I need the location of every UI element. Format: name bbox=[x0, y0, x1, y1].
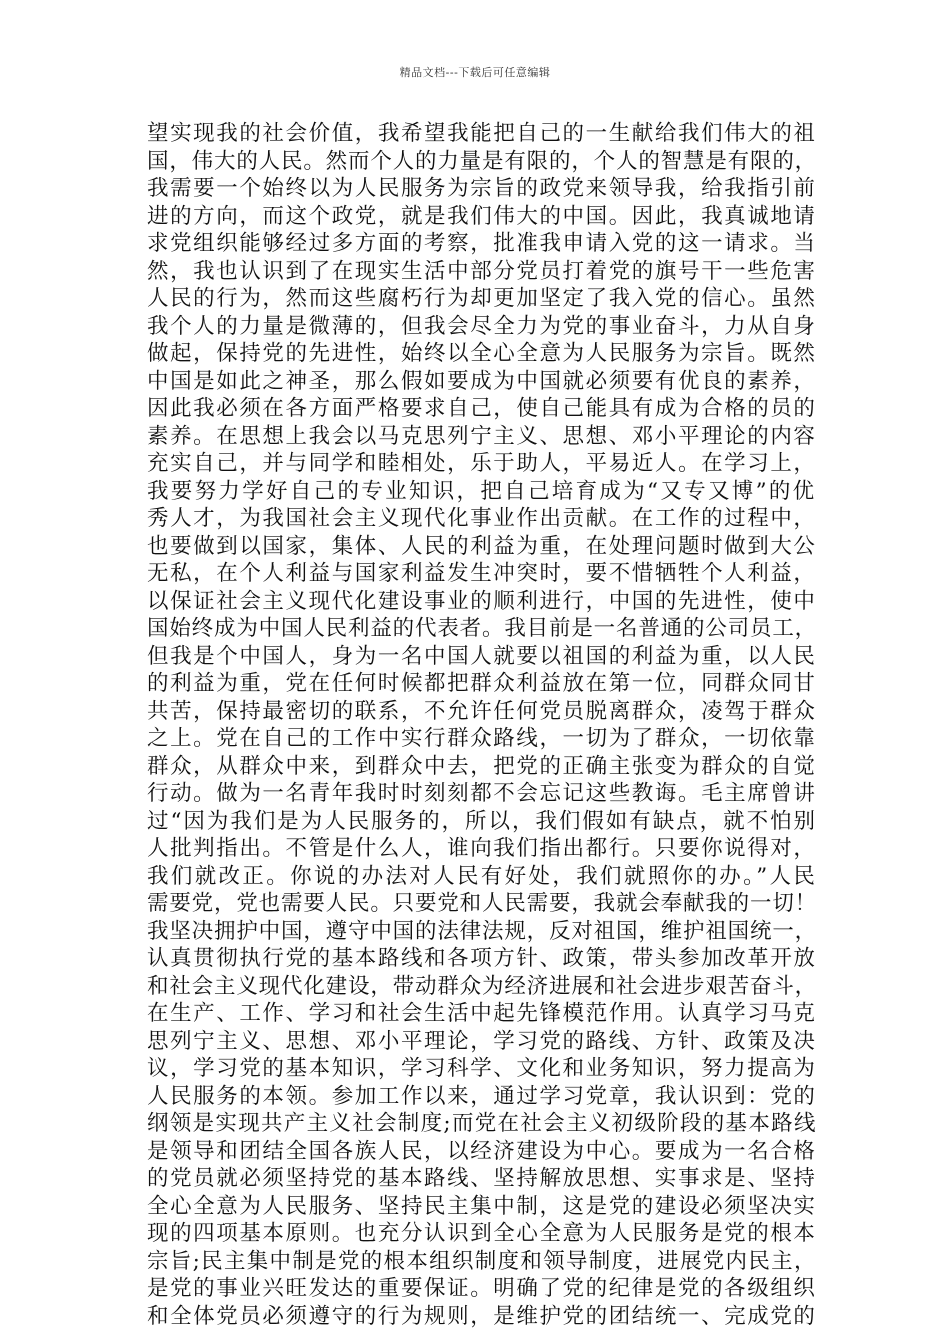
text-line: 现的四项基本原则。也充分认识到全心全意为人民服务是党的根本 bbox=[147, 1221, 817, 1246]
text-line: 行动。做为一名青年我时时刻刻都不会忘记这些教诲。毛主席曾讲 bbox=[147, 781, 817, 806]
text-line: 进的方向，而这个政党，就是我们伟大的中国。因此，我真诚地请 bbox=[147, 203, 817, 229]
text-line: 因此我必须在各方面严格要求自己，使自己能具有成为合格的员的 bbox=[147, 396, 817, 421]
text-line: 求党组织能够经过多方面的考察，批准我申请入党的这一请求。当 bbox=[147, 231, 817, 256]
text-line: 我需要一个始终以为人民服务为宗旨的政党来领导我，给我指引前 bbox=[147, 176, 817, 201]
text-line: 充实自己，并与同学和睦相处，乐于助人，平易近人。在学习上， bbox=[147, 451, 817, 476]
body-text bbox=[147, 120, 817, 1330]
text-line: 宗旨;民主集中制是党的根本组织制度和领导制度，进展党内民主， bbox=[147, 1248, 817, 1274]
text-line: 在生产、工作、学习和社会生活中起先锋模范作用。认真学习马克 bbox=[147, 1001, 817, 1026]
text-line: 之上。党在自己的工作中实行群众路线，一切为了群众，一切依靠 bbox=[147, 726, 817, 751]
text-line: 共苦，保持最密切的联系，不允许任何党员脱离群众，凌驾于群众 bbox=[147, 698, 817, 724]
text-line: 议，学习党的基本知识，学习科学、文化和业务知识，努力提高为 bbox=[147, 1056, 817, 1081]
text-line: 也要做到以国家，集体、人民的利益为重，在处理问题时做到大公 bbox=[147, 533, 817, 559]
text-line: 群众，从群众中来，到群众中去，把党的正确主张变为群众的自觉 bbox=[147, 753, 817, 779]
text-line: 中国是如此之神圣，那么假如要成为中国就必须要有优良的素养， bbox=[147, 368, 817, 394]
text-line: 素养。在思想上我会以马克思列宁主义、思想、邓小平理论的内容 bbox=[147, 423, 817, 449]
text-line: 和社会主义现代化建设，带动群众为经济进展和社会进步艰苦奋斗， bbox=[147, 973, 817, 999]
text-line: 的党员就必须坚持党的基本路线、坚持解放思想、实事求是、坚持 bbox=[147, 1166, 817, 1191]
text-line: 和全体党员必须遵守的行为规则，是维护党的团结统一、完成党的 bbox=[147, 1303, 817, 1329]
text-line: 需要党，党也需要人民。只要党和人民需要，我就会奉献我的一切！ bbox=[147, 891, 817, 916]
text-line: 秀人才，为我国社会主义现代化事业作出贡献。在工作的过程中， bbox=[147, 506, 817, 531]
text-line: 国，伟大的人民。然而个人的力量是有限的，个人的智慧是有限的， bbox=[147, 148, 817, 174]
text-line: 我坚决拥护中国，遵守中国的法律法规，反对祖国，维护祖国统一， bbox=[147, 918, 817, 944]
text-line: 我要努力学好自己的专业知识，把自己培育成为“又专又博”的优 bbox=[147, 478, 817, 504]
text-line: 人民服务的本领。参加工作以来，通过学习党章，我认识到：党的 bbox=[147, 1083, 817, 1109]
page-header: 精品文档---下载后可任意编辑 bbox=[399, 66, 551, 79]
text-line: 但我是个中国人，身为一名中国人就要以祖国的利益为重，以人民 bbox=[147, 643, 817, 669]
text-line: 全心全意为人民服务、坚持民主集中制，这是党的建设必须坚决实 bbox=[147, 1193, 817, 1219]
text-line: 人批判指出。不管是什么人，谁向我们指出都行。只要你说得对， bbox=[147, 836, 817, 861]
text-line: 是领导和团结全国各族人民，以经济建设为中心。要成为一名合格 bbox=[147, 1138, 817, 1164]
text-line: 我们就改正。你说的办法对人民有好处，我们就照你的办。”人民 bbox=[147, 863, 817, 889]
text-line: 以保证社会主义现代化建设事业的顺利进行，中国的先进性，使中 bbox=[147, 588, 817, 614]
text-line: 过“因为我们是为人民服务的，所以，我们假如有缺点，就不怕别 bbox=[147, 808, 817, 834]
text-line: 望实现我的社会价值，我希望我能把自己的一生献给我们伟大的祖 bbox=[147, 121, 817, 146]
text-line: 思列宁主义、思想、邓小平理论，学习党的路线、方针、政策及决 bbox=[147, 1028, 817, 1054]
text-line: 纲领是实现共产主义社会制度;而党在社会主义初级阶段的基本路线 bbox=[147, 1111, 817, 1136]
text-line: 的利益为重，党在任何时候都把群众利益放在第一位，同群众同甘 bbox=[147, 671, 817, 696]
text-line: 认真贯彻执行党的基本路线和各项方针、政策，带头参加改革开放 bbox=[147, 946, 817, 971]
text-line: 国始终成为中国人民利益的代表者。我目前是一名普通的公司员工， bbox=[147, 616, 817, 641]
text-line: 做起，保持党的先进性，始终以全心全意为人民服务为宗旨。既然 bbox=[147, 341, 817, 366]
text-line: 我个人的力量是微薄的，但我会尽全力为党的事业奋斗，力从自身 bbox=[147, 313, 817, 339]
text-line: 人民的行为，然而这些腐朽行为却更加坚定了我入党的信心。虽然 bbox=[147, 286, 817, 311]
text-line: 然，我也认识到了在现实生活中部分党员打着党的旗号干一些危害 bbox=[147, 258, 817, 284]
text-line: 是党的事业兴旺发达的重要保证。明确了党的纪律是党的各级组织 bbox=[147, 1276, 817, 1301]
text-line: 无私，在个人利益与国家利益发生冲突时，要不惜牺牲个人利益， bbox=[147, 561, 817, 586]
